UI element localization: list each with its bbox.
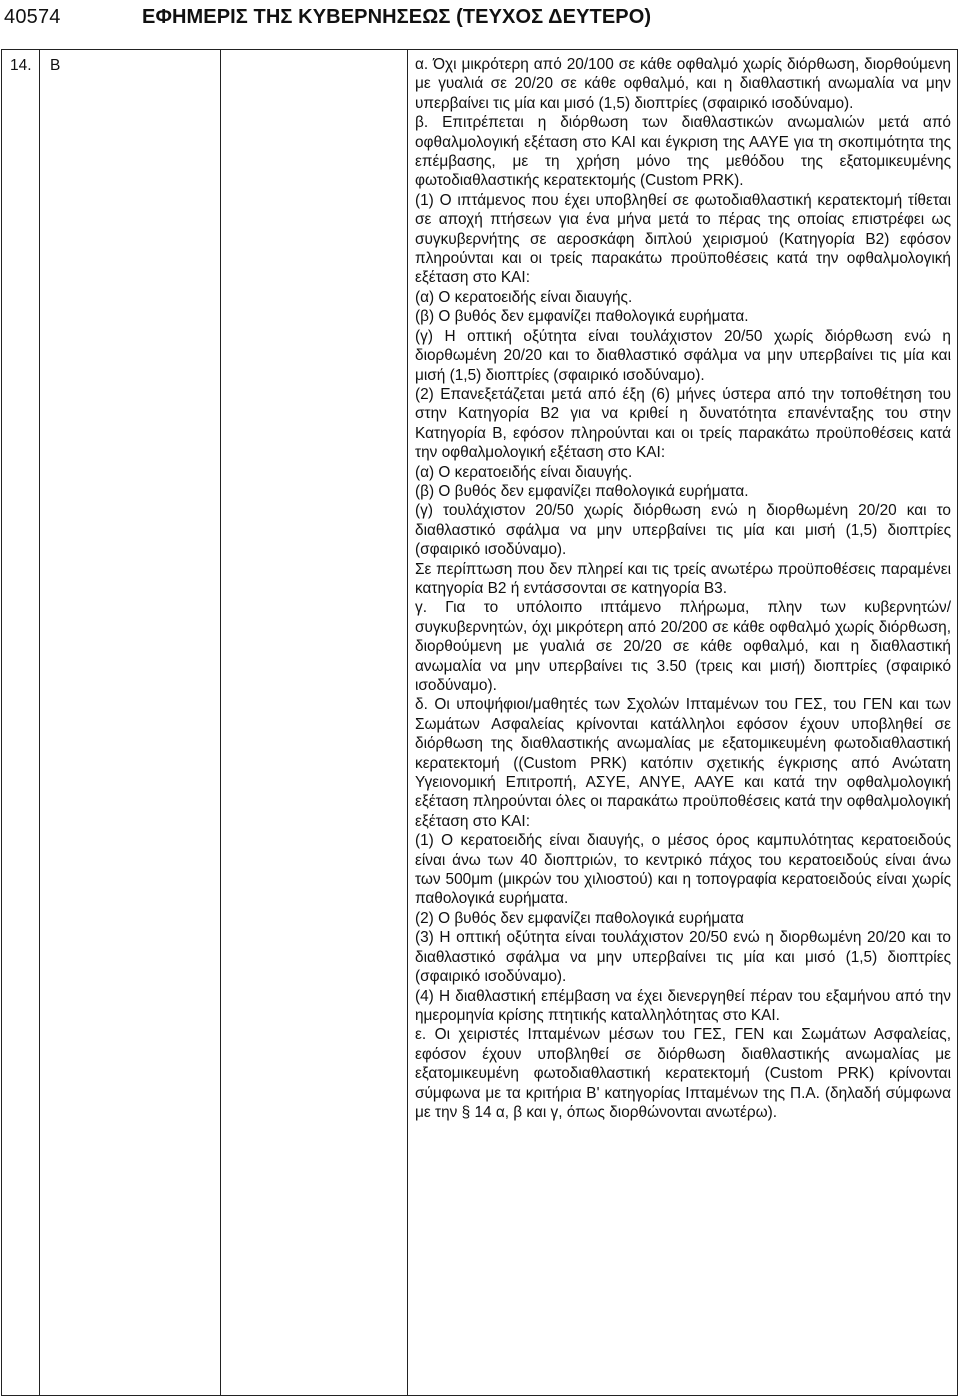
paragraph: γ. Για το υπόλοιπο ιπτάμενο πλήρωμα, πλην των κυβερνητών/ συγκυβερνητών, όχι μικρότερη από 20/200 σε κάθε οφθαλμό χωρίς διόρθωση, διορθούμενη με γυαλιά σε 20/20 σε κάθε οφθαλμό, και η διαθλαστική ανωμαλία να μην υπερβαίνει τις 3.50 (τρεις και μισή) διοπτρίες (σφαιρικό ισοδύναμο). bbox=[415, 599, 951, 694]
requirements-text bbox=[415, 55, 951, 1122]
column-divider-1 bbox=[39, 50, 40, 1395]
paragraph: α. Όχι μικρότερη από 20/100 σε κάθε οφθαλμό χωρίς διόρθωση, διορθούμενη με γυαλιά σε 20/20 σε κάθε οφθαλμό, και η διαθλαστική ανωμαλία να μην υπερβαίνει τις μία και μισό (1,5) διοπτρίες (σφαιρικό ισοδύναμο). bbox=[415, 56, 951, 112]
paragraph: (β) Ο βυθός δεν εμφανίζει παθολογικά ευρήματα. bbox=[415, 308, 749, 326]
paragraph: (γ) Η οπτική οξύτητα είναι τουλάχιστον 20/50 χωρίς διόρθωση ενώ η διορθωμένη 20/20 και το διαθλαστικό σφάλμα να μην υπερβαίνει τις μία και μισή (1,5) διοπτρίες (σφαιρικό ισοδύναμο). bbox=[415, 327, 951, 384]
column-divider-3 bbox=[407, 50, 408, 1395]
paragraph: Σε περίπτωση που δεν πληρεί και τις τρείς ανωτέρω προϋποθέσεις παραμένει κατηγορία Β2 ή εντάσσονται σε κατηγορία Β3. bbox=[415, 560, 951, 597]
page-header bbox=[0, 0, 960, 40]
paragraph: (1) Ο κερατοειδής είναι διαυγής, ο μέσος όρος καμπυλότητας κερατοειδούς είναι άνω των 40 διοπτριών, το κεντρικό πάχος του κερατοειδούς είναι άνω των 500μm (μικρών του χιλιοστού) και η τοπογραφία κερατοειδούς είναι χωρίς παθολογικά ευρήματα. bbox=[415, 832, 951, 908]
row-category: Β bbox=[50, 57, 61, 74]
paragraph: β. Επιτρέπεται η διόρθωση των διαθλαστικών ανωμαλιών μετά από οφθαλμολογική εξέταση στο ΚΑΙ και έγκριση της ΑΑΥΕ για τη σκοπιμότητα της επέμβασης, με τη χρήση μόνο της μεθόδου της εξατομικευμένης φωτοδιαθλαστικής κερατεκτομής (Custom PRK). bbox=[415, 114, 951, 190]
paragraph: (3) Η οπτική οξύτητα είναι τουλάχιστον 20/50 ενώ η διορθωμένη 20/20 και το διαθλαστικό σφάλμα να μην υπερβαίνει τις μία και μισό (1,5) διοπτρίες (σφαιρικό ισοδύναμο). bbox=[415, 929, 951, 986]
paragraph: (β) Ο βυθός δεν εμφανίζει παθολογικά ευρήματα. bbox=[415, 482, 749, 500]
paragraph: (4) Η διαθλαστική επέμβαση να έχει διενεργηθεί πέραν του εξαμήνου από την ημερομηνία κρίσης πτητικής καταλληλότητας στο ΚΑΙ. bbox=[415, 987, 951, 1024]
paragraph: ε. Οι χειριστές Ιπταμένων μέσων του ΓΕΣ, ΓΕΝ και Σωμάτων Ασφαλείας, εφόσον έχουν υποβληθεί σε διόρθωση διαθλαστικής ανωμαλίας με εξατομικευμένη φωτοδιαθλαστική κερατεκτομή (Custom PRK) κρίνονται σύμφωνα με τα κριτήρια Β' κατηγορίας Ιπταμένων της Π.Α. (δηλαδή σύμφωνα με την § 14 α, β και γ, όπως διορθώνονται ανωτέρω). bbox=[415, 1026, 951, 1121]
paragraph: (α) Ο κερατοειδής είναι διαυγής. bbox=[415, 463, 633, 481]
paragraph: (2) Ο βυθός δεν εμφανίζει παθολογικά ευρήματα bbox=[415, 909, 744, 927]
paragraph: (1) Ο ιπτάμενος που έχει υποβληθεί σε φωτοδιαθλαστική κερατεκτομή τίθεται σε αποχή πτήσεων για ένα μήνα μετά το πέρας της οποίας επιστρέφει ως συγκυβερνήτης σε αεροσκάφη διπλού χειρισμού (Κατηγορία Β2) εφόσον πληρούνται και οι τρείς παρακάτω προϋποθέσεις κατά την οφθαλμολογική εξέταση στο ΚΑΙ: bbox=[415, 191, 951, 287]
gazette-title: ΕΦΗΜΕΡΙΣ ΤΗΣ ΚΥΒΕΡΝΗΣΕΩΣ (ΤΕΥΧΟΣ ΔΕΥΤΕΡΟ) bbox=[142, 6, 652, 28]
row-number: 14. bbox=[10, 57, 32, 74]
paragraph: (2) Επανεξετάζεται μετά από έξη (6) μήνες ύστερα από την τοποθέτηση του στην Κατηγορία Β2 για να κριθεί η δυνατότητα επανένταξης του στην Κατηγορία Β, εφόσον πληρούνται και οι τρείς παρακάτω προϋποθέσεις κατά την οφθαλμολογική εξέταση στο ΚΑΙ: bbox=[415, 385, 951, 462]
paragraph: (α) Ο κερατοειδής είναι διαυγής. bbox=[415, 288, 633, 306]
column-divider-2 bbox=[220, 50, 221, 1395]
paragraph: (γ) τουλάχιστον 20/50 χωρίς διόρθωση ενώ η διορθωμένη 20/20 και το διαθλαστικό σφάλμα να μην υπερβαίνει τις μία και μισή (1,5) διοπτρίες (σφαιρικό ισοδύναμο). bbox=[415, 502, 951, 559]
paragraph: δ. Οι υποψήφιοι/μαθητές των Σχολών Ιπταμένων του ΓΕΣ, του ΓΕΝ και των Σωμάτων Ασφαλείας κρίνονται κατάλληλοι εφόσον έχουν υποβληθεί σε διόρθωση της διαθλαστικής ανωμαλίας με εξατομικευμένη φωτοδιαθλαστική κερατεκτομή ((Custom PRK) κατόπιν σχετικής έγκρισης από Ανώτατη Υγειονομική Επιτροπή, ΑΣΥΕ, ΑΝΥΕ, ΑΑΥΕ και κατά την οφθαλμολογική εξέταση πληρούνται όλες οι παρακάτω προϋποθέσεις κατά την οφθαλμολογική εξέταση στο ΚΑΙ: bbox=[415, 696, 951, 830]
page-number: 40574 bbox=[4, 6, 61, 28]
